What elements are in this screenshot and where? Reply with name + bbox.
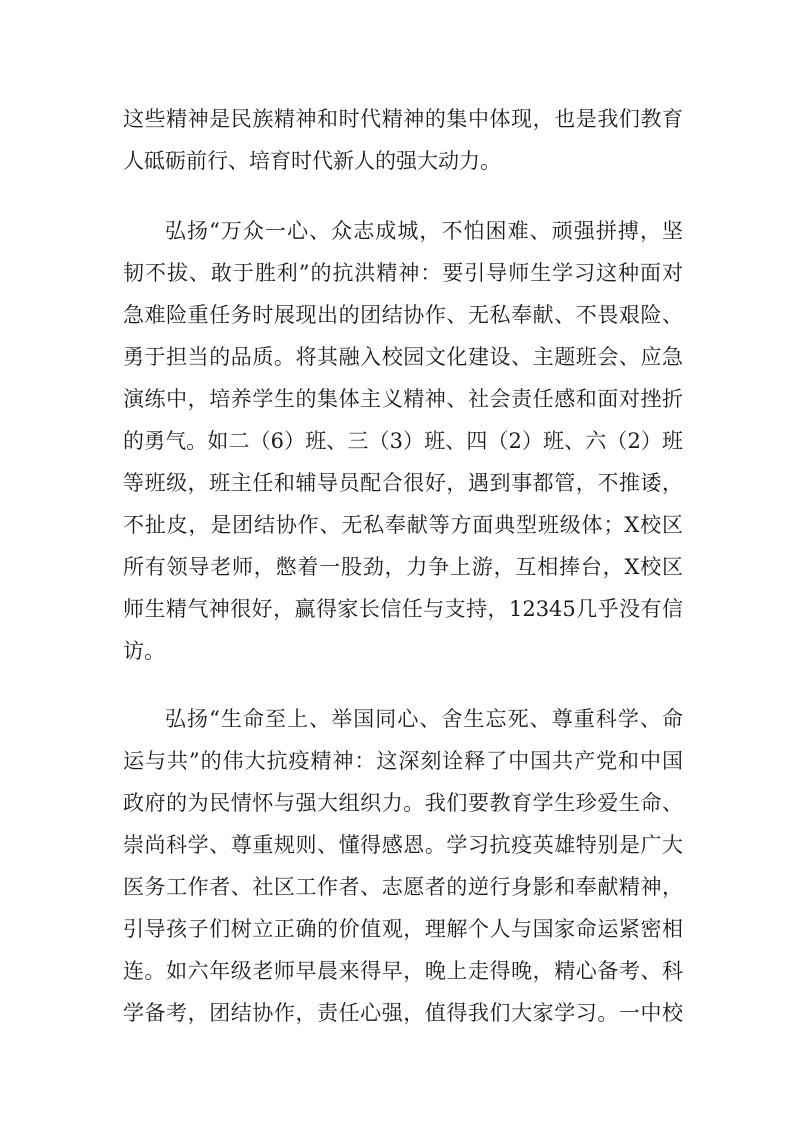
paragraph-2-line-4: 勇于担当的品质。将其融入校园文化建设、主题班会、应急 (123, 345, 683, 369)
paragraph-3-line-5: 医务工作者、社区工作者、志愿者的逆行身影和奉献精神， (123, 875, 683, 899)
paragraph-2-line-10: 师生精气神很好，赢得家长信任与支持，12345几乎没有信 (123, 597, 683, 621)
paragraph-2-line-6: 的勇气。如二（6）班、三（3）班、四（2）班、六（2）班 (123, 429, 683, 453)
paragraph-2-line-3: 急难险重任务时展现出的团结协作、无私奉献、不畏艰险、 (123, 303, 683, 327)
paragraph-2-line-7: 等班级，班主任和辅导员配合很好，遇到事都管，不推诿， (123, 471, 683, 495)
paragraph-2-line-9: 所有领导老师，憋着一股劲，力争上游，互相捧台，X校区 (123, 555, 683, 579)
paragraph-3-line-2: 运与共”的伟大抗疫精神：这深刻诠释了中国共产党和中国 (123, 749, 683, 773)
paragraph-3-line-8: 学备考，团结协作，责任心强，值得我们大家学习。一中校 (123, 1001, 683, 1025)
paragraph-2-line-11: 访。 (123, 639, 165, 663)
paragraph-3-line-1: 弘扬“生命至上、举国同心、舍生忘死、尊重科学、命 (165, 707, 683, 731)
paragraph-1-line-1: 这些精神是民族精神和时代精神的集中体现，也是我们教育 (123, 107, 683, 131)
paragraph-2-line-5: 演练中，培养学生的集体主义精神、社会责任感和面对挫折 (123, 387, 683, 411)
paragraph-1-line-2: 人砥砺前行、培育时代新人的强大动力。 (123, 149, 501, 173)
paragraph-3-line-6: 引导孩子们树立正确的价值观，理解个人与国家命运紧密相 (123, 917, 683, 941)
paragraph-3-line-3: 政府的为民情怀与强大组织力。我们要教育学生珍爱生命、 (123, 791, 683, 815)
paragraph-2-line-2: 韧不拔、敢于胜利”的抗洪精神：要引导师生学习这种面对 (123, 261, 683, 285)
paragraph-2-line-8: 不扯皮，是团结协作、无私奉献等方面典型班级体；X校区 (123, 513, 683, 537)
paragraph-3-line-4: 崇尚科学、尊重规则、懂得感恩。学习抗疫英雄特别是广大 (123, 833, 683, 857)
paragraph-3-line-7: 连。如六年级老师早晨来得早，晚上走得晚，精心备考、科 (123, 959, 683, 983)
paragraph-2-line-1: 弘扬“万众一心、众志成城，不怕困难、顽强拼搏，坚 (165, 219, 683, 243)
